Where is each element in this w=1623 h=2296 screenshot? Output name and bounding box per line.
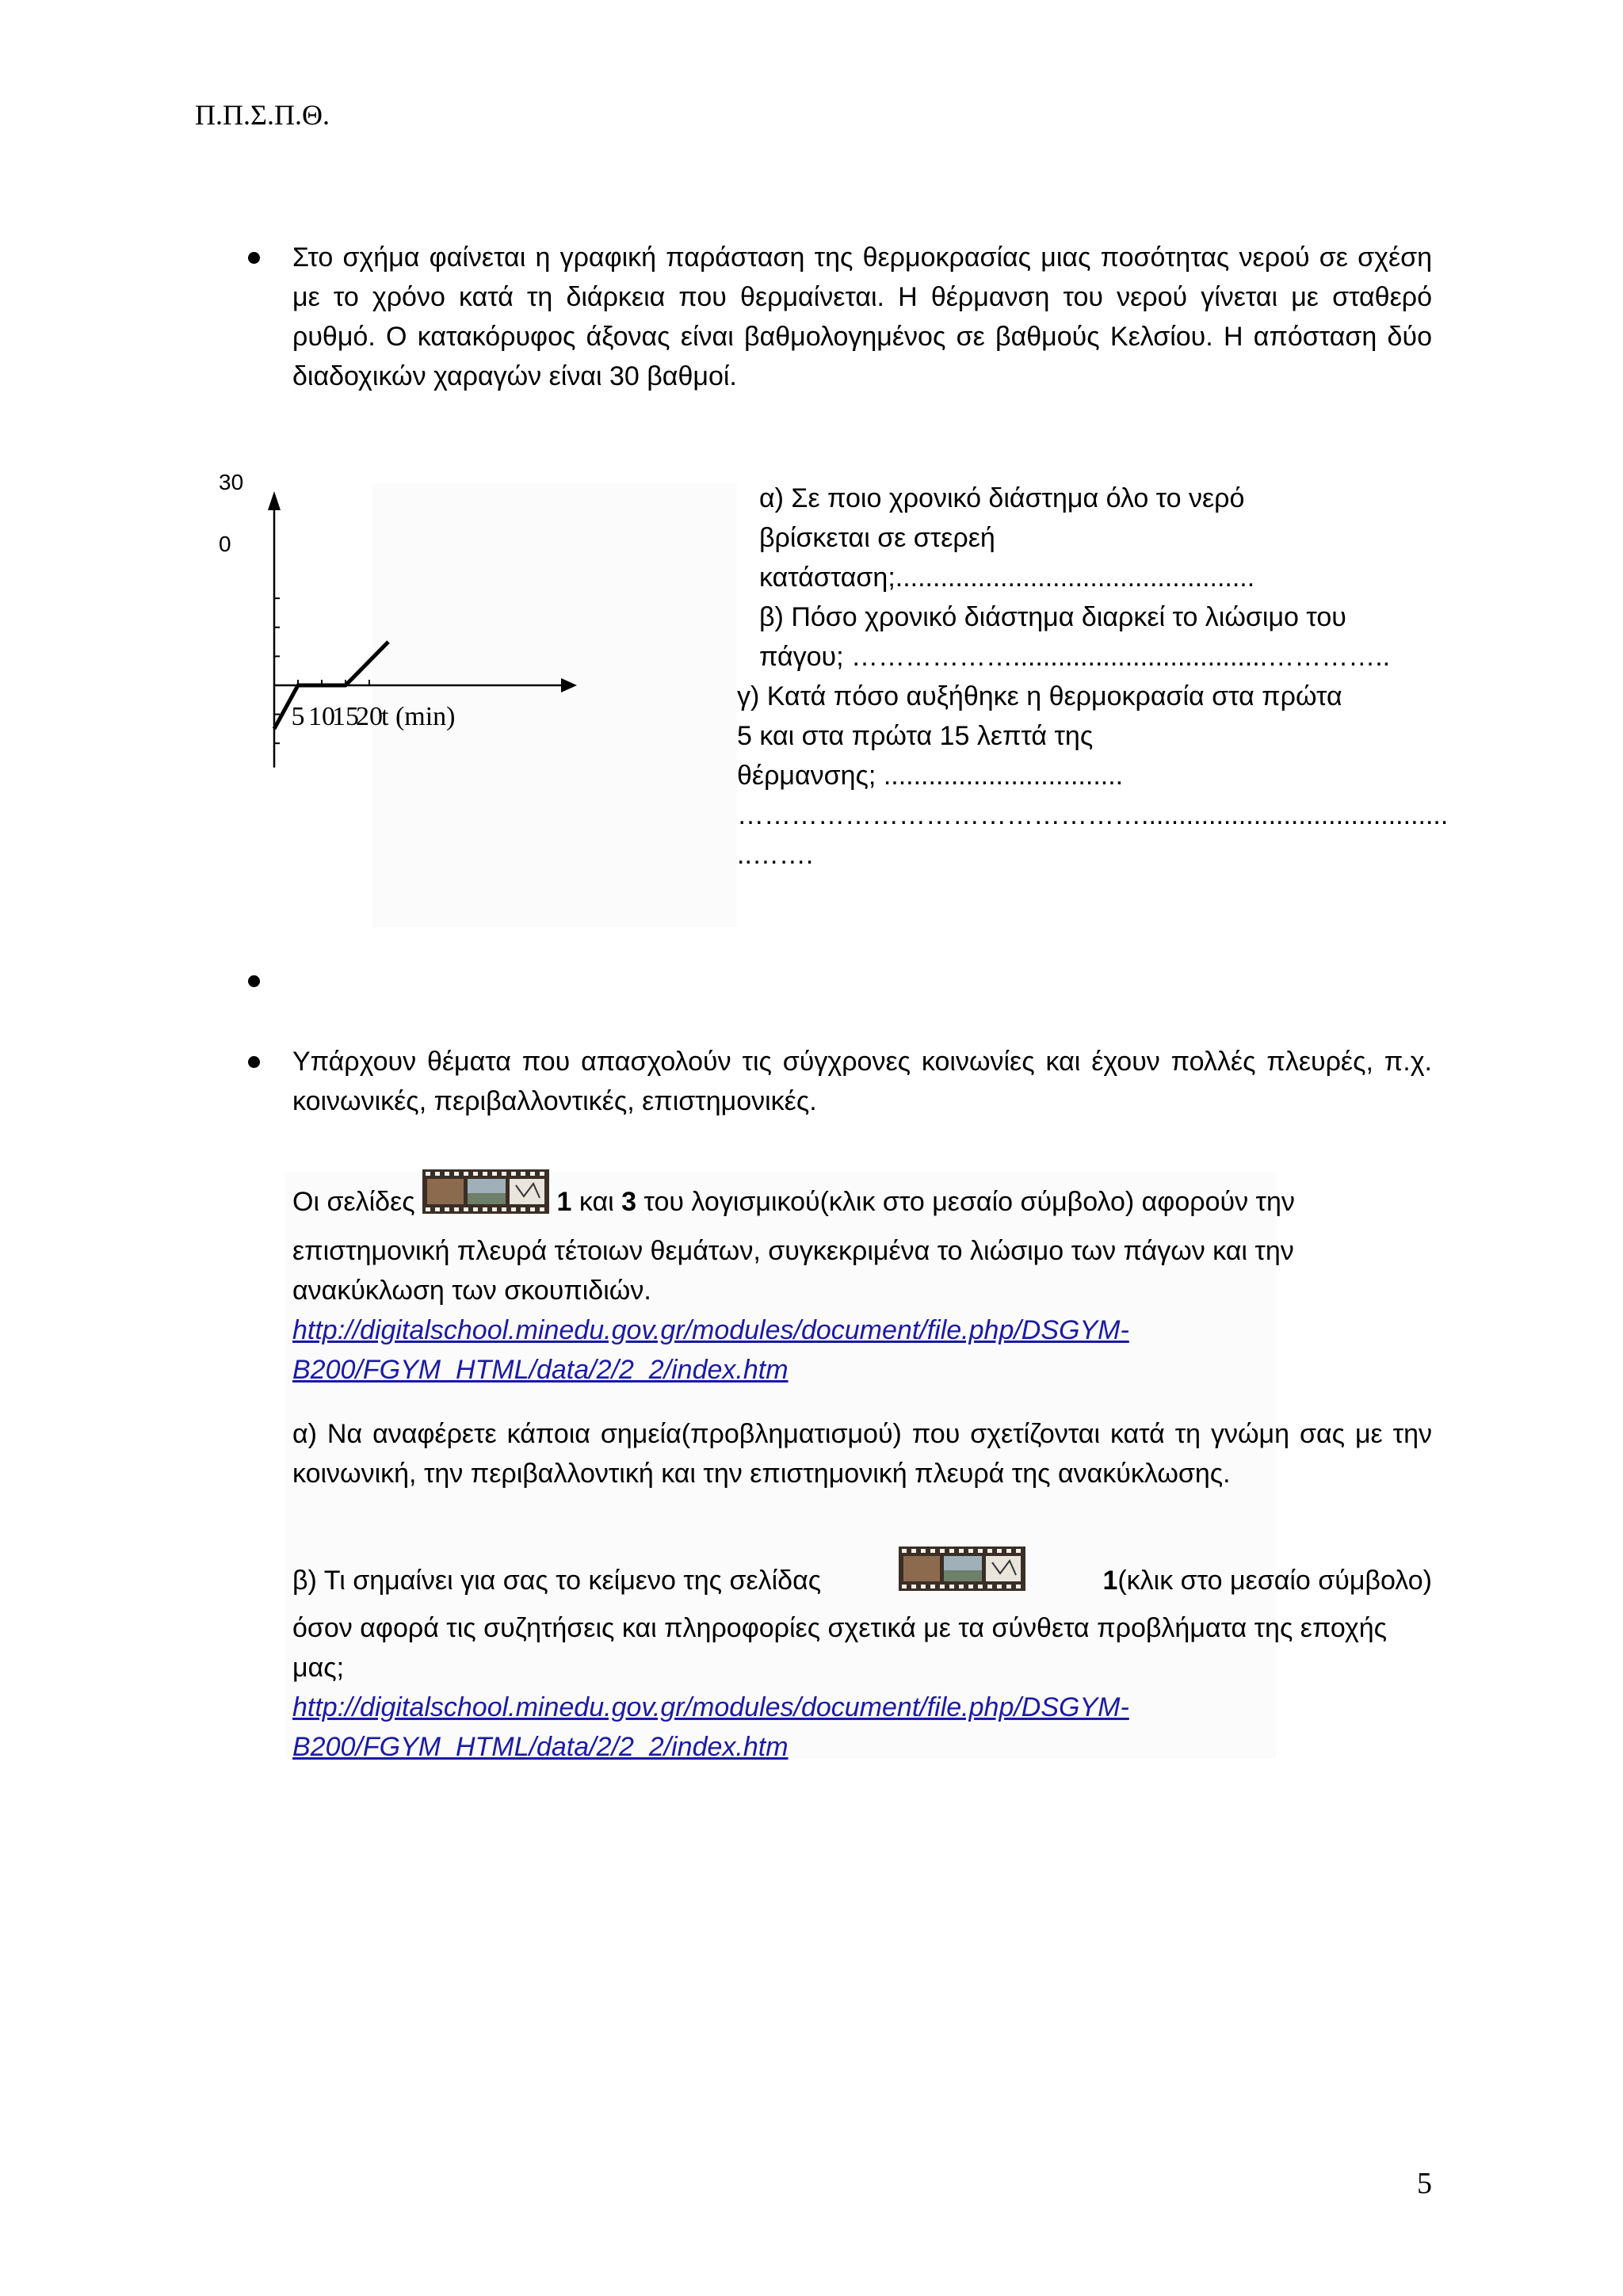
qb-line-1 bbox=[292, 1553, 1432, 1608]
digitalschool-link-2a[interactable]: http://digitalschool.minedu.gov.gr/modules/document/file.php/DSGYM- bbox=[292, 1692, 1129, 1722]
question-b-line-1: β) Πόσο χρονικό διάστημα διαρκεί το λιώσιμο του bbox=[759, 602, 1346, 632]
x-tick-label: 10 bbox=[308, 702, 335, 731]
x-axis-label: t (min) bbox=[381, 702, 456, 731]
qb-prefix: β) Τι σημαίνει για σας το κείμενο της σελίδας bbox=[292, 1566, 822, 1596]
qb-page-number: 1 bbox=[1102, 1566, 1118, 1596]
x-tick-label: 20 bbox=[356, 702, 383, 731]
digitalschool-link-1a[interactable]: http://digitalschool.minedu.gov.gr/modules/document/file.php/DSGYM- bbox=[292, 1315, 1129, 1345]
x-tick-label: 15 bbox=[332, 702, 359, 731]
bullet-empty bbox=[248, 975, 260, 987]
x-tick-label: 5 bbox=[291, 702, 305, 731]
question-b bbox=[759, 597, 1390, 677]
y-tick-label: 30 bbox=[219, 470, 244, 494]
pages-line1-rest: του λογισμικού(κλικ στο μεσαίο σύμβολο) αφορούν την bbox=[643, 1186, 1295, 1217]
temperature-chart bbox=[206, 467, 650, 871]
digitalschool-link-2b[interactable]: B200/FGYM_HTML/data/2/2_2/index.htm bbox=[292, 1732, 789, 1762]
page-number: 5 bbox=[1417, 2167, 1432, 2200]
pages-line-1 bbox=[292, 1176, 1432, 1231]
digitalschool-link-1b[interactable]: B200/FGYM_HTML/data/2/2_2/index.htm bbox=[292, 1355, 789, 1385]
question-a-line-2: βρίσκεται σε στερεή bbox=[759, 523, 995, 553]
section1-text: Στο σχήμα φαίνεται η γραφική παράσταση της θερμοκρασίας μιας ποσότητας νερού σε σχέση με το χρόνο κατά τη διάρκεια που θερμαίνεται. Η θέρμανση του νερού γίνεται με σταθερό ρυθμό. Ο κατακόρυφος άξονας είναι βαθμολογημένος σε βαθμούς Κελσίου. Η απόσταση δύο διαδοχικών χαραγών είναι 30 βαθμοί. bbox=[292, 242, 1432, 391]
question-recycling-a: α) Να αναφέρετε κάποια σημεία(προβληματισμού) που σχετίζονται κατά τη γνώμη σας με την κοινωνική, την περιβαλλοντική και την επιστημονική πλευρά της ανακύκλωσης. bbox=[292, 1419, 1432, 1489]
question-c bbox=[737, 677, 1448, 875]
bullet-2 bbox=[248, 1056, 260, 1068]
question-c-line-3: θέρμανσης; ................................ bbox=[737, 761, 1124, 791]
question-b-line-2: πάγου; ………………..................................………….. bbox=[759, 642, 1391, 672]
pages-and: και bbox=[579, 1186, 614, 1217]
pages-rest: επιστημονική πλευρά τέτοιων θεμάτων, συγκεκριμένα το λιώσιμο των πάγων και την ανακύκλωση των σκουπιδιών. bbox=[292, 1236, 1294, 1306]
film-strip-icon[interactable] bbox=[422, 1169, 549, 1225]
page-number-1: 1 bbox=[556, 1186, 572, 1217]
question-c-line-5: ..……. bbox=[737, 840, 814, 870]
question-c-line-2: 5 και στα πρώτα 15 λεπτά της bbox=[737, 721, 1094, 751]
film-strip-icon[interactable] bbox=[899, 1547, 1025, 1602]
pages-prefix: Οι σελίδες bbox=[292, 1186, 415, 1217]
question-a-line-1: α) Σε ποιο χρονικό διάστημα όλο το νερό bbox=[759, 483, 1245, 513]
question-c-line-4: ………………………………………......................................... bbox=[737, 800, 1449, 830]
qb-rest: όσον αφορά τις συζητήσεις και πληροφορίες σχετικά με τα σύνθετα προβλήματα της εποχής μας; bbox=[292, 1613, 1388, 1683]
qb-after: (κλικ στο μεσαίο σύμβολο) bbox=[1117, 1566, 1432, 1596]
section2-intro: Υπάρχουν θέματα που απασχολούν τις σύγχρονες κοινωνίες και έχουν πολλές πλευρές, π.χ. κοινωνικές, περιβαλλοντικές, επιστημονικές. bbox=[292, 1047, 1432, 1116]
section2-pages-paragraph bbox=[292, 1176, 1432, 1390]
y-axis-arrow bbox=[268, 491, 281, 510]
page-header: Π.Π.Σ.Π.Θ. bbox=[195, 99, 330, 131]
question-a-line-3: κατάσταση;................................................ bbox=[759, 563, 1255, 593]
question-recycling-b bbox=[292, 1553, 1432, 1767]
x-axis-arrow bbox=[561, 678, 577, 692]
bullet-1 bbox=[248, 252, 260, 264]
question-a bbox=[759, 479, 1254, 597]
question-c-line-1: γ) Κατά πόσο αυξήθηκε η θερμοκρασία στα πρώτα bbox=[737, 681, 1342, 711]
y-tick-label: 0 bbox=[219, 532, 231, 556]
page-number-3: 3 bbox=[621, 1186, 637, 1217]
